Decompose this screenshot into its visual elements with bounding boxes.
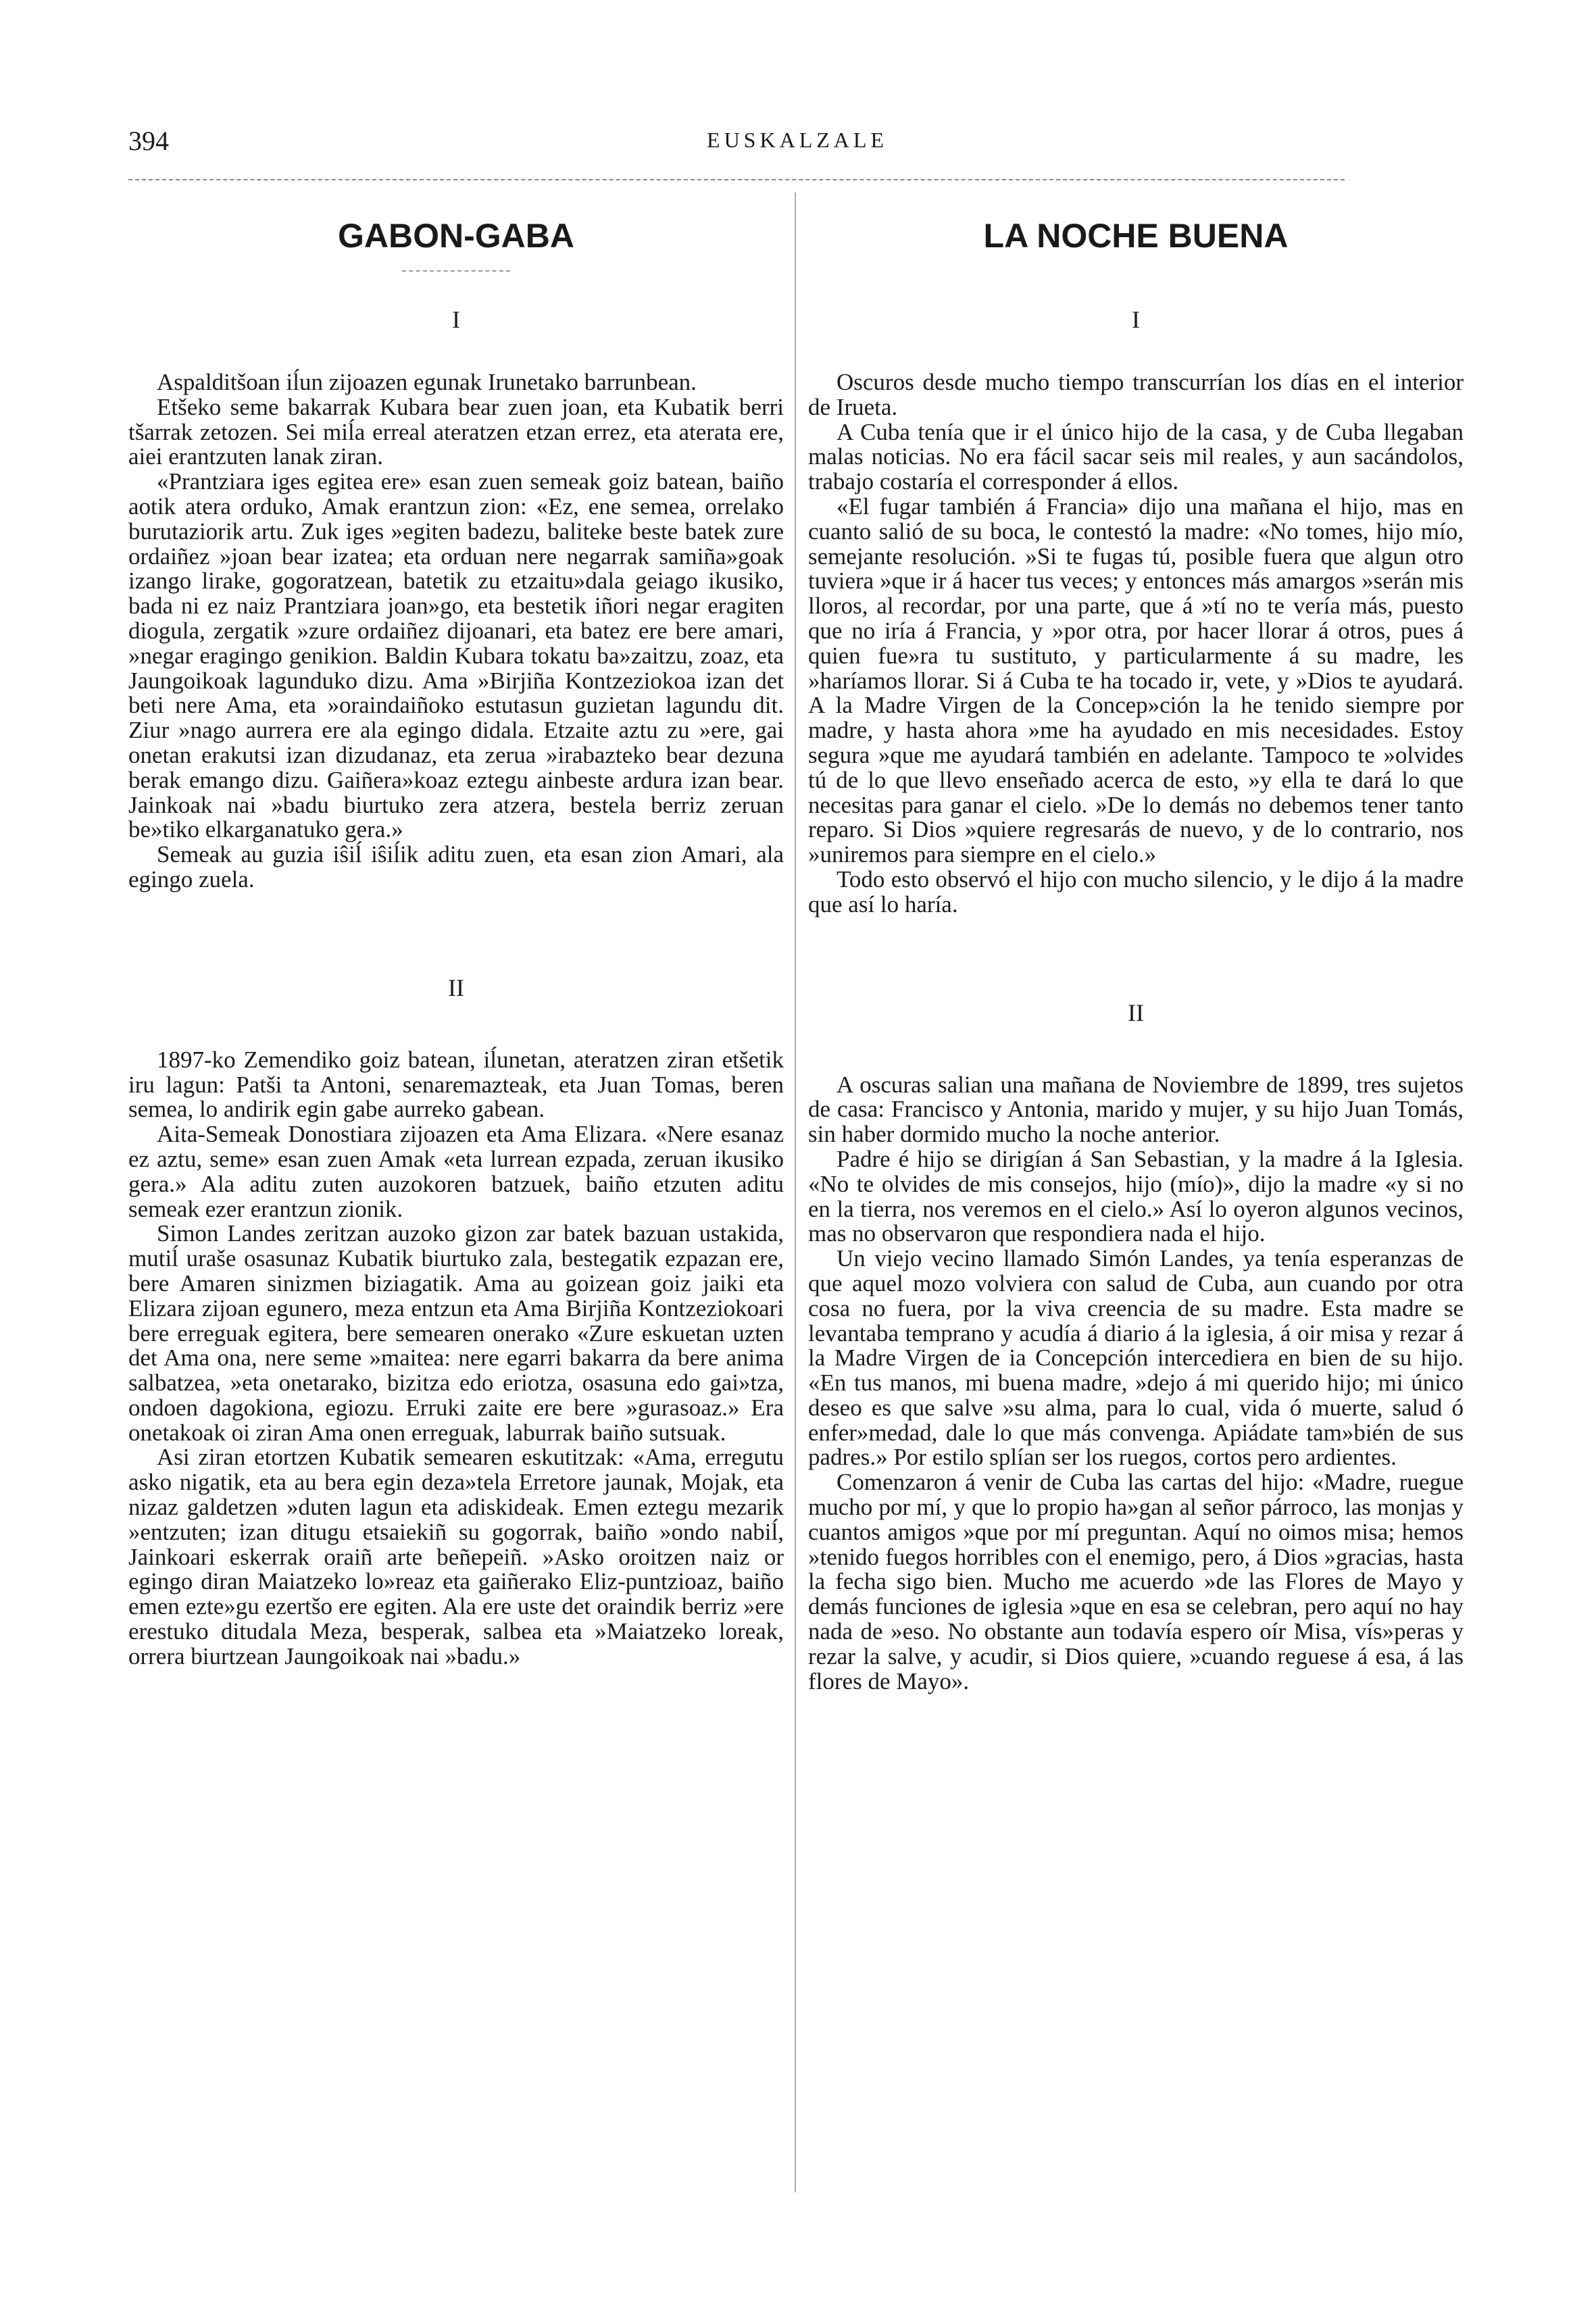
section-numeral: II [448, 974, 464, 1001]
paragraph: Etšeko seme bakarrak Kubara bear zuen joan, eta Kubatik berri tšarrak zetozen. Sei miĺa erreal ateratzen etzan errez, eta aterata ere, aiei erantzuten lanak ziran. [128, 393, 784, 470]
header-rule [128, 179, 1345, 180]
paragraph: Asi ziran etortzen Kubatik semearen eskutitzak: «Ama, erregutu asko nigatik, eta au bera egin deza»tela Erretore jaunak, Mojak, eta nizaz galdetzen »duten lagun eta adiskideak. Emen eztegu mezarik »entzuten; izan ditugu etsaiekiñ su gogorrak, baiño »ondo nabiĺ, Jainkoari eskerrak oraiñ arte beñepeiñ. »Asko oroitzen naiz or egingo diran Maiatzeko lo»reaz eta gaiñerako Eliz-puntzioaz, baiño emen ezte»gu ezertšo ere egiten. Ala ere uste det oraindik berriz »ere erestuko ditudala Meza, besperak, salbea eta »Maiatzeko loreak, orrera biurtzean Jaungoikoak nai »badu.» [128, 1444, 784, 1669]
section-numeral: I [1132, 306, 1140, 333]
basque-title: GABON-GABA [338, 217, 574, 255]
basque-section-2 [128, 974, 784, 1669]
paragraph: «Prantziara iges egitea ere» esan zuen semeak goiz batean, baiño aotik atera orduko, Amak erantzun zion: «Ez, ene semea, orrelako burutaziorik artu. Zuk iges »egiten badezu, baliteke beste batek zure ordaiñez »joan bear izatea; eta orduan nere negarrak samiña»goak izango lirake, gogoratzean, batetik zu etzaitu»dala geiago ikusiko, bada ni ez naiz Prantziara joan»go, eta bestetik iñori negar eragiten diogula, zergatik »zure ordaiñez dijoanari, eta batez ere bere amari, »negar eragingo genikion. Baldin Kubara tokatu ba»zaitzu, zoaz, eta Jaungoikoak lagunduko dizu. Ama »Birjiña Kontzeziokoa izan det beti nere Ama, eta »oraindaiñoko estutasun guzietan lagundu dit. Ziur »nago aurrera ere ala egingo didala. Etzaite aztu zu »ere, gai onetan erakutsi izan dizudanaz, eta zerua »irabazteko bear dezuna berak emango dizu. Gaiñera»koaz eztegu ainbeste ardura izan bear. Jainkoak nai »badu biurtuko zera atzera, bestela berriz zeruan be»tiko elkarganatuko gera.» [128, 468, 784, 843]
paragraph: Simon Landes zeritzan auzoko gizon zar batek bazuan ustakida, mutiĺ uraše osasunaz Kubatik biurtuko zala, bestegatik ezpazan ere, bere Amaren sinizmen biziagatik. Ama au goizean goiz jaiki eta Elizara zijoan egunero, meza entzun eta Ama Birjiña Kontzeziokoari bere erreguak egitera, bere semearen onerako «Zure eskuetan uzten det Ama ona, nere seme »maitea: nere egarri bakarra da bere anima salbatzea, »eta onetarako, bizitza edo eriotza, osasuna edo gai»tza, ondoen dagokiona, egiozu. Erruki zaite ere bere »gurasoaz.» Era onetakoak oi ziran Ama onen erreguak, laburrak baiño sutsuak. [128, 1220, 784, 1446]
page-number: 394 [128, 126, 169, 156]
paragraph: Todo esto observó el hijo con mucho silencio, y le dijo á la madre que así lo haría. [808, 865, 1464, 917]
paragraph: Semeak au guzia iŝiĺ iŝiĺik aditu zuen, eta esan zion Amari, ala egingo zuela. [128, 841, 784, 892]
paragraph: 1897-ko Zemendiko goiz batean, iĺunetan, ateratzen ziran etšetik iru lagun: Patši ta Antoni, senaremazteak, eta Juan Tomas, beren semea, lo andirik egin gabe aurreko gabean. [128, 1046, 784, 1123]
page-header [128, 125, 1466, 166]
paragraph: Oscuros desde mucho tiempo transcurrían los días en el interior de Irueta. [808, 369, 1464, 420]
basque-column [128, 216, 784, 1669]
section-numeral: II [1128, 999, 1144, 1026]
paragraph: Padre é hijo se dirigían á San Sebastian, y la madre á la Iglesia. «No te olvides de mis consejos, hijo (mío)», dijo la madre «y si no en la tierra, nos veremos en el cielo.» Así lo oyeron algunos vecinos, mas no observaron que respondiera nada el hijo. [808, 1145, 1464, 1247]
spanish-section-2 [808, 999, 1464, 1694]
paragraph: Comenzaron á venir de Cuba las cartas del hijo: «Madre, ruegue mucho por mí, y que lo propio ha»gan al señor párroco, las monjas y cuantos amigos »que por mí preguntan. Aquí no oimos misa; hemos »tenido fuegos horribles con el enemigo, pero, á Dios »gracias, hasta la fecha sigo bien. Mucho me acuerdo »de las Flores de Mayo y demás funciones de iglesia »que en esa se celebran, pero aquí no hay nada de »eso. No obstante aun todavía espero oír Misa, vís»peras y rezar la salve, y acudir, si Dios quiere, »cuando reguese á esa, á las flores de Mayo». [808, 1469, 1464, 1694]
spanish-column [808, 216, 1464, 1694]
column-divider [795, 193, 796, 2192]
spanish-title: LA NOCHE BUENA [983, 217, 1289, 255]
title-rule [402, 270, 510, 272]
paragraph: A oscuras salian una mañana de Noviembre de 1899, tres sujetos de casa: Francisco y Antonia, marido y mujer, y su hijo Juan Tomás, sin haber dormido mucho la noche anterior. [808, 1071, 1464, 1148]
basque-section-1 [128, 305, 784, 892]
section-numeral: I [452, 306, 460, 333]
running-title: EUSKALZALE [707, 128, 888, 152]
paragraph: Aspalditšoan iĺun zijoazen egunak Irunetako barrunbean. [157, 369, 697, 395]
paragraph: Un viejo vecino llamado Simón Landes, ya tenía esperanzas de que aquel mozo volviera con salud de Cuba, aun cuando por otra cosa no fuera, por la viva creencia de su madre. Esta madre se levantaba temprano y acudía á diario á la iglesia, á oir misa y rezar á la Madre Virgen de ia Concepción intercediera en bien de su hijo. «En tus manos, mi buena madre, »dejo á mi querido hijo; mi único deseo es que salve »su alma, para lo cual, vida ó muerte, salud ó enfer»medad, dale lo que más convenga. Apiádate tam»bién de sus padres.» Por estilo splían ser los ruegos, cortos pero ardientes. [808, 1245, 1464, 1471]
paragraph: «El fugar también á Francia» dijo una mañana el hijo, mas en cuanto salió de su boca, le contestó la madre: «No tomes, hijo mío, semejante resolución. »Si te fugas tú, posible fuera que algun otro tuviera »que ir á hacer tus veces; y entonces más amargos »serán mis lloros, al recordar, por una parte, que á »tí no te vería más, puesto que no iría á Francia, y »por otra, por hacer llorar á otros, pues á quien fue»ra tu sustituto, y particularmente á su madre, les »haríamos llorar. Si á Cuba te ha tocado ir, vete, y »Dios te ayudará. A la Madre Virgen de la Concep»ción la he tenido siempre por madre, y hasta ahora »me ha ayudado en mis necesidades. Estoy segura »que me ayudará también en adelante. Tampoco te »olvides tú de lo que llevo enseñado acerca de esto, »y ella te dará lo que necesitas para ganar el cielo. »De lo demás no debemos tener tanto reparo. Si Dios »quiere regresarás de nuevo, y de lo contrario, nos »uniremos para siempre en el cielo.» [808, 493, 1464, 868]
paragraph: A Cuba tenía que ir el único hijo de la casa, y de Cuba llegaban malas noticias. No era fácil sacar seis mil reales, y aun sacándolos, trabajo costaría el corresponder á ellos. [808, 418, 1464, 495]
spanish-section-1 [808, 305, 1464, 917]
paragraph: Aita-Semeak Donostiara zijoazen eta Ama Elizara. «Nere esanaz ez aztu, seme» esan zuen Amak «eta lurrean ezpada, zeruan ikusiko gera.» Ala aditu zuten auzokoren batzuek, baiño etzuten aditu semeak ezer erantzun zionik. [128, 1121, 784, 1222]
